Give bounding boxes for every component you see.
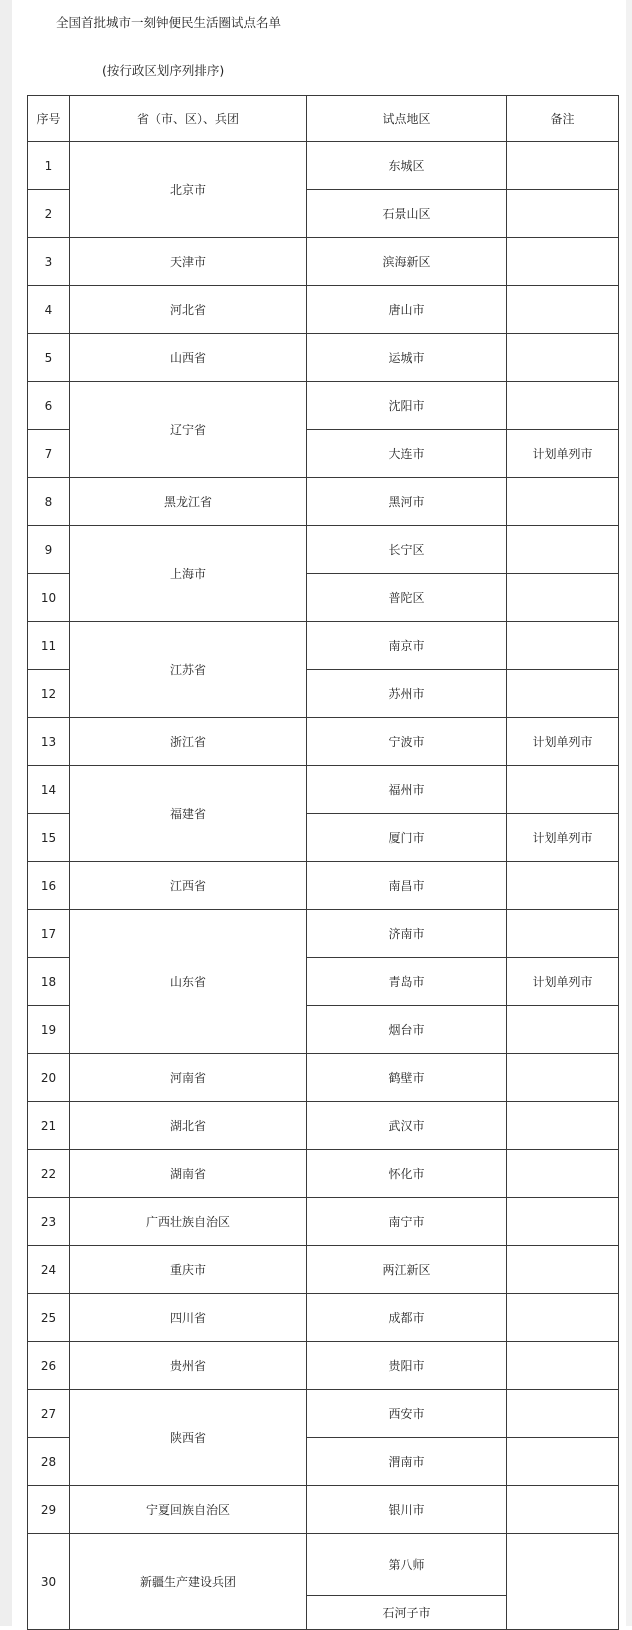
table-row <box>28 478 619 526</box>
cell-no: 1 <box>28 142 70 190</box>
table-row <box>28 382 619 430</box>
cell-area: 两江新区 <box>307 1246 507 1294</box>
cell-area: 怀化市 <box>307 1150 507 1198</box>
cell-note <box>507 1198 619 1246</box>
cell-no: 4 <box>28 286 70 334</box>
cell-province: 山东省 <box>70 910 307 1054</box>
cell-no: 15 <box>28 814 70 862</box>
cell-note <box>507 190 619 238</box>
cell-area: 鹤壁市 <box>307 1054 507 1102</box>
cell-note <box>507 478 619 526</box>
table-row <box>28 142 619 190</box>
cell-no: 8 <box>28 478 70 526</box>
cell-note <box>507 526 619 574</box>
table-row <box>28 1198 619 1246</box>
cell-note <box>507 1102 619 1150</box>
pilot-list-table <box>27 95 619 1630</box>
page-right-margin <box>626 0 632 1626</box>
page-left-margin <box>0 0 12 1626</box>
cell-province: 上海市 <box>70 526 307 622</box>
table-row <box>28 1486 619 1534</box>
cell-area: 贵阳市 <box>307 1342 507 1390</box>
table-row <box>28 1390 619 1438</box>
cell-province: 山西省 <box>70 334 307 382</box>
cell-area: 黑河市 <box>307 478 507 526</box>
cell-no: 5 <box>28 334 70 382</box>
cell-note: 计划单列市 <box>507 814 619 862</box>
cell-area: 青岛市 <box>307 958 507 1006</box>
cell-province: 陕西省 <box>70 1390 307 1486</box>
table-row <box>28 1342 619 1390</box>
cell-province: 湖北省 <box>70 1102 307 1150</box>
cell-area: 运城市 <box>307 334 507 382</box>
cell-no: 17 <box>28 910 70 958</box>
cell-no: 30 <box>28 1534 70 1630</box>
cell-no: 28 <box>28 1438 70 1486</box>
table-row <box>28 622 619 670</box>
cell-no: 16 <box>28 862 70 910</box>
cell-no: 27 <box>28 1390 70 1438</box>
cell-no: 26 <box>28 1342 70 1390</box>
cell-area: 苏州市 <box>307 670 507 718</box>
cell-province: 新疆生产建设兵团 <box>70 1534 307 1630</box>
cell-no: 12 <box>28 670 70 718</box>
cell-province: 北京市 <box>70 142 307 238</box>
cell-note <box>507 622 619 670</box>
cell-province: 四川省 <box>70 1294 307 1342</box>
cell-area: 成都市 <box>307 1294 507 1342</box>
cell-area: 滨海新区 <box>307 238 507 286</box>
cell-no: 18 <box>28 958 70 1006</box>
cell-area: 南宁市 <box>307 1198 507 1246</box>
cell-area: 渭南市 <box>307 1438 507 1486</box>
cell-no: 29 <box>28 1486 70 1534</box>
cell-note <box>507 766 619 814</box>
document-subtitle: (按行政区划序列排序) <box>102 63 225 78</box>
cell-no: 13 <box>28 718 70 766</box>
cell-note <box>507 1438 619 1486</box>
cell-no: 21 <box>28 1102 70 1150</box>
cell-no: 14 <box>28 766 70 814</box>
cell-province: 广西壮族自治区 <box>70 1198 307 1246</box>
cell-no: 3 <box>28 238 70 286</box>
cell-area: 西安市 <box>307 1390 507 1438</box>
cell-area: 烟台市 <box>307 1006 507 1054</box>
cell-province: 宁夏回族自治区 <box>70 1486 307 1534</box>
cell-note <box>507 1294 619 1342</box>
cell-note <box>507 1342 619 1390</box>
document-title: 全国首批城市一刻钟便民生活圈试点名单 <box>56 15 282 30</box>
header-no: 序号 <box>28 96 70 142</box>
cell-area: 厦门市 <box>307 814 507 862</box>
cell-area: 唐山市 <box>307 286 507 334</box>
cell-note <box>507 1054 619 1102</box>
cell-note <box>507 1006 619 1054</box>
cell-area: 济南市 <box>307 910 507 958</box>
cell-area: 武汉市 <box>307 1102 507 1150</box>
cell-note <box>507 382 619 430</box>
header-area: 试点地区 <box>307 96 507 142</box>
cell-note <box>507 1246 619 1294</box>
table-row <box>28 910 619 958</box>
cell-province: 江苏省 <box>70 622 307 718</box>
table-row <box>28 1246 619 1294</box>
cell-province: 重庆市 <box>70 1246 307 1294</box>
table-header-row <box>28 96 619 142</box>
cell-note <box>507 910 619 958</box>
cell-note <box>507 1390 619 1438</box>
header-note: 备注 <box>507 96 619 142</box>
cell-province: 河南省 <box>70 1054 307 1102</box>
cell-note <box>507 1150 619 1198</box>
cell-note <box>507 1534 619 1630</box>
cell-note: 计划单列市 <box>507 430 619 478</box>
cell-area: 长宁区 <box>307 526 507 574</box>
cell-province: 福建省 <box>70 766 307 862</box>
cell-no: 7 <box>28 430 70 478</box>
cell-area: 沈阳市 <box>307 382 507 430</box>
cell-area: 第八师 <box>307 1534 507 1596</box>
table-row <box>28 334 619 382</box>
cell-note: 计划单列市 <box>507 718 619 766</box>
cell-no: 11 <box>28 622 70 670</box>
cell-area: 石景山区 <box>307 190 507 238</box>
cell-area: 宁波市 <box>307 718 507 766</box>
table-row <box>28 1054 619 1102</box>
cell-no: 19 <box>28 1006 70 1054</box>
cell-no: 24 <box>28 1246 70 1294</box>
cell-province: 河北省 <box>70 286 307 334</box>
cell-no: 6 <box>28 382 70 430</box>
cell-area: 银川市 <box>307 1486 507 1534</box>
cell-area: 南京市 <box>307 622 507 670</box>
cell-note: 计划单列市 <box>507 958 619 1006</box>
table-row <box>28 862 619 910</box>
cell-note <box>507 334 619 382</box>
cell-note <box>507 238 619 286</box>
cell-area: 东城区 <box>307 142 507 190</box>
table-row <box>28 1534 619 1596</box>
table-row <box>28 286 619 334</box>
cell-province: 浙江省 <box>70 718 307 766</box>
cell-note <box>507 670 619 718</box>
cell-no: 20 <box>28 1054 70 1102</box>
cell-province: 江西省 <box>70 862 307 910</box>
cell-area: 普陀区 <box>307 574 507 622</box>
cell-no: 9 <box>28 526 70 574</box>
cell-no: 22 <box>28 1150 70 1198</box>
cell-area: 石河子市 <box>307 1596 507 1630</box>
cell-province: 贵州省 <box>70 1342 307 1390</box>
cell-area: 大连市 <box>307 430 507 478</box>
header-province: 省（市、区）、兵团 <box>70 96 307 142</box>
cell-note <box>507 862 619 910</box>
cell-note <box>507 574 619 622</box>
cell-province: 辽宁省 <box>70 382 307 478</box>
table-row <box>28 766 619 814</box>
cell-no: 23 <box>28 1198 70 1246</box>
table-row <box>28 1102 619 1150</box>
table-row <box>28 238 619 286</box>
cell-no: 2 <box>28 190 70 238</box>
cell-area: 福州市 <box>307 766 507 814</box>
cell-province: 湖南省 <box>70 1150 307 1198</box>
table-row <box>28 718 619 766</box>
cell-note <box>507 1486 619 1534</box>
table-row <box>28 526 619 574</box>
table-row <box>28 1294 619 1342</box>
cell-note <box>507 286 619 334</box>
table-row <box>28 1150 619 1198</box>
cell-province: 黑龙江省 <box>70 478 307 526</box>
cell-no: 25 <box>28 1294 70 1342</box>
cell-area: 南昌市 <box>307 862 507 910</box>
cell-no: 10 <box>28 574 70 622</box>
cell-note <box>507 142 619 190</box>
cell-province: 天津市 <box>70 238 307 286</box>
